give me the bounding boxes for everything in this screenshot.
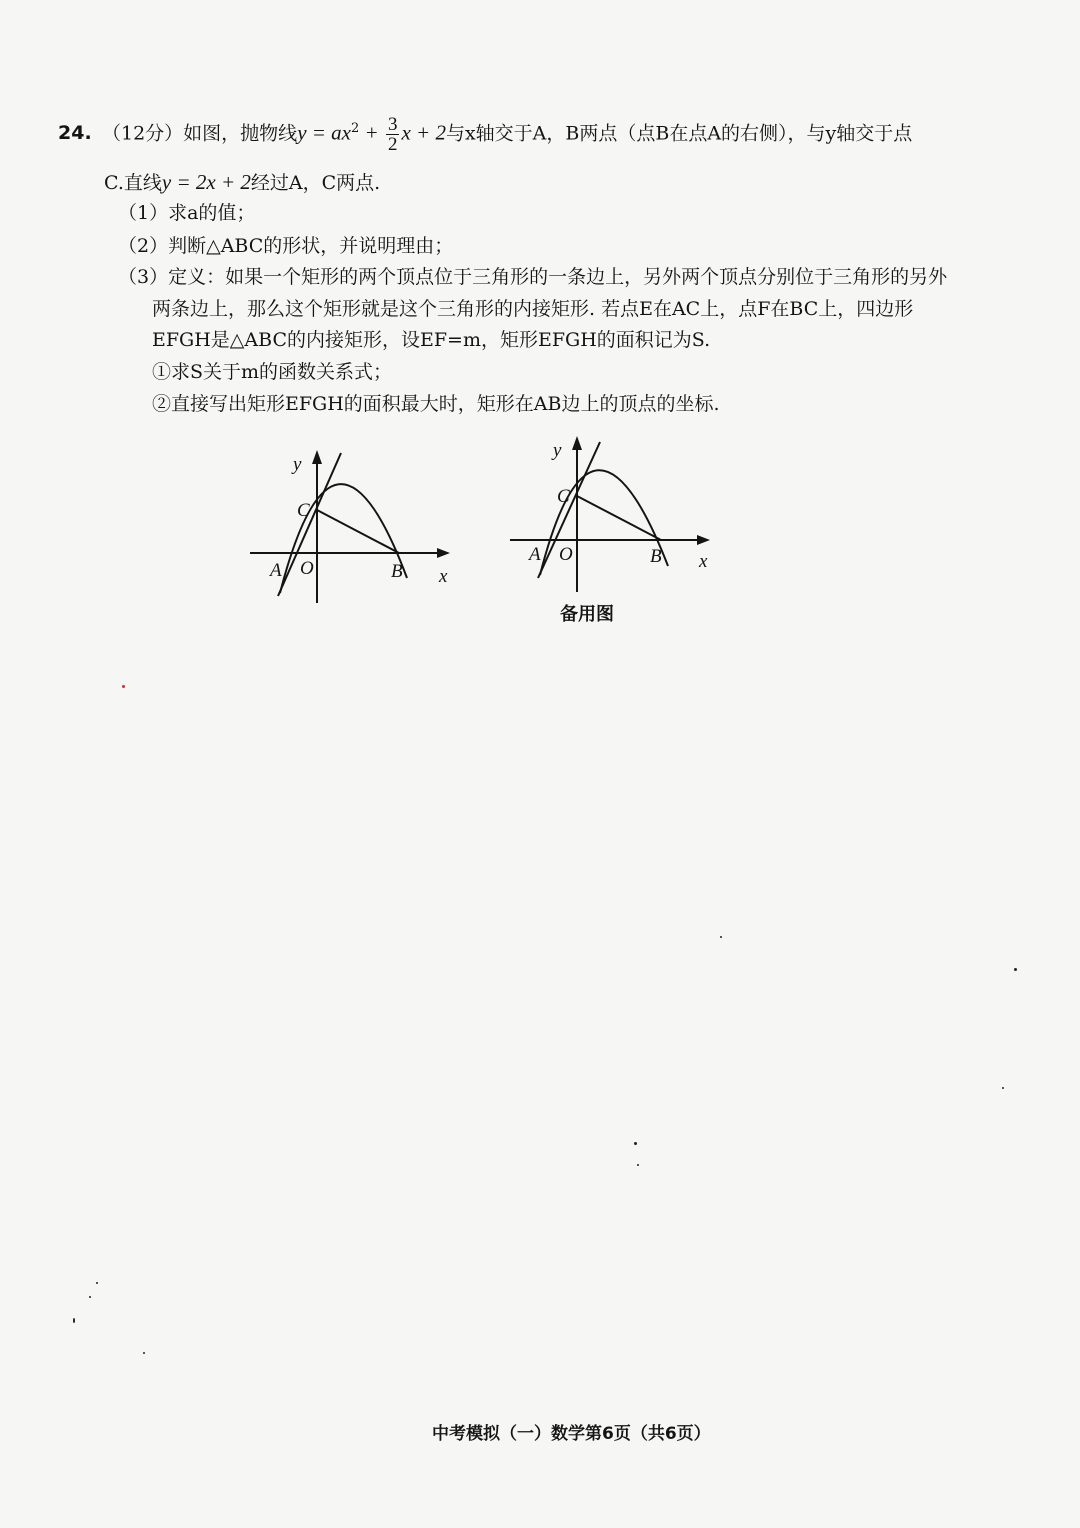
part-3-line2: 两条边上，那么这个矩形就是这个三角形的内接矩形. 若点E在AC上，点F在BC上，四边形 [152,298,914,320]
part-3-line3: EFGH是△ABC的内接矩形，设EF=m，矩形EFGH的面积记为S. [152,329,711,351]
x-axis-arrow-icon [697,535,710,545]
scan-speck [637,1164,639,1166]
label-b: B [650,546,662,567]
fraction-numerator: 3 [387,114,398,135]
figure-spare [505,432,725,596]
figure-caption: 备用图 [560,604,614,625]
label-y: y [553,440,562,461]
label-c: C [557,486,570,507]
label-y: y [293,454,302,475]
label-c: C [297,500,310,521]
parabola-lhs: y = ax [297,120,351,145]
fraction-denominator: 2 [387,134,398,155]
x-axis-arrow-icon [437,548,450,558]
part-3-line1: （3）定义：如果一个矩形的两个顶点位于三角形的一条边上，另外两个顶点分别位于三角形的另外 [118,266,948,288]
sub-question-2: ②直接写出矩形EFGH的面积最大时，矩形在AB边上的顶点的坐标. [152,393,720,415]
scan-speck [1002,1087,1004,1089]
label-o: O [559,544,573,565]
sub-question-1: ①求S关于m的函数关系式； [152,361,393,383]
page-footer: 中考模拟（一）数学第6页（共6页） [432,1424,711,1444]
scan-speck [1014,968,1017,971]
y-axis-arrow-icon [572,436,582,450]
label-a: A [529,544,541,565]
intro-text-d: 经过A，C两点. [250,172,381,194]
label-b: B [391,561,403,582]
figure-main [245,448,465,612]
label-a: A [270,560,282,581]
figure-main-svg [245,448,465,608]
intro-text-c: C.直线 [104,172,162,194]
question-intro-line1 [102,115,912,154]
scan-speck [122,685,125,688]
parabola-plus: + [359,120,384,145]
parabola-exponent: 2 [351,121,360,137]
scan-speck [96,1282,98,1284]
fraction-three-halves [386,115,400,154]
scan-speck [634,1142,637,1145]
figure-spare-svg [505,432,725,592]
part-2: （2）判断△ABC的形状，并说明理由； [118,235,454,257]
segment-bc [577,496,661,540]
label-x: x [699,551,708,572]
label-o: O [300,558,314,579]
intro-text-b: 与x轴交于A，B两点（点B在点A的右侧），与y轴交于点 [445,122,913,145]
scan-speck [143,1352,145,1354]
line-equation: y = 2x + 2 [161,170,251,194]
scan-speck [720,936,722,938]
scan-speck [89,1296,91,1298]
question-intro-line2 [104,169,380,196]
part-1: （1）求a的值； [118,202,256,224]
label-x: x [439,566,448,587]
question-number: 24. [58,122,92,144]
intro-text-a: （12分）如图，抛物线 [102,122,298,145]
y-axis-arrow-icon [312,450,322,464]
parabola-rhs: x + 2 [401,120,446,145]
scan-speck [73,1318,75,1323]
